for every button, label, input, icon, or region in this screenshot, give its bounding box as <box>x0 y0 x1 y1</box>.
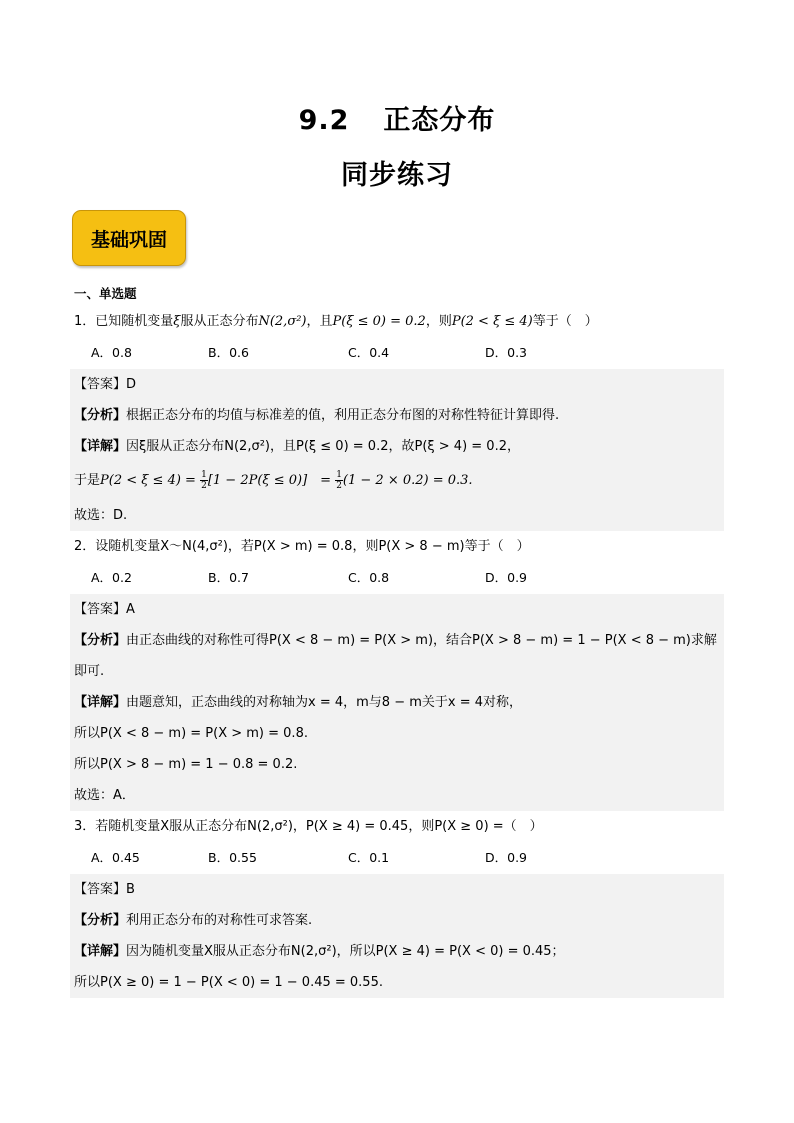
q2-answer: 【答案】A <box>74 602 135 617</box>
q1-detail-2 <box>70 462 724 500</box>
q1-analysis-text: 根据正态分布的均值与标准差的值，利用正态分布图的对称性特征计算即得. <box>126 408 560 423</box>
q1-option-c: C．0.4 <box>348 345 390 360</box>
topic-title: 正态分布 <box>383 105 496 136</box>
q3-analysis-tag: 【分析】 <box>74 913 127 928</box>
q3-option-c: C．0.1 <box>348 850 390 865</box>
q3-option-d: D．0.9 <box>485 850 528 865</box>
q1-condition: P(ξ ≤ 0) = 0.2 <box>332 314 426 329</box>
fraction-one-half <box>200 470 208 491</box>
q3-detail-tag: 【详解】 <box>74 944 127 959</box>
q1-variable: ξ <box>173 314 181 329</box>
q2-detail-tag: 【详解】 <box>74 695 127 710</box>
q2-option-a: A．0.2 <box>91 570 132 585</box>
q1-stem-mid: 服从正态分布 <box>180 314 259 329</box>
q2-detail-2: 所以P(X < 8 − m) = P(X > m) = 0.8. <box>74 726 308 741</box>
q3-answer: 【答案】B <box>74 882 135 897</box>
question-3-stem: 3．若随机变量X服从正态分布N(2,σ²)，P(X ≥ 4) = 0.45，则P(X ≥ 0) =（ ） <box>74 819 543 834</box>
q2-analysis <box>70 625 724 687</box>
q1-detail-2-c: (1 − 2 × 0.2) = 0.3. <box>342 473 473 488</box>
question-1-options <box>70 337 724 369</box>
q2-analysis-tag: 【分析】 <box>74 633 127 648</box>
q1-analysis-tag: 【分析】 <box>74 408 127 423</box>
q2-option-c: C．0.8 <box>348 570 390 585</box>
section-number: 9.2 <box>298 105 350 136</box>
q3-analysis <box>70 905 724 936</box>
fraction-numerator: 1 <box>201 470 207 480</box>
q1-detail-tag: 【详解】 <box>74 439 127 454</box>
q1-analysis <box>70 400 724 431</box>
q3-analysis-text: 利用正态分布的对称性可求答案. <box>126 913 313 928</box>
q1-detail-2-a: P(2 < ξ ≤ 4) = <box>100 473 201 488</box>
fraction-denominator-2: 2 <box>336 481 342 491</box>
fraction-numerator-2: 1 <box>336 470 342 480</box>
q3-detail-1-text: 因为随机变量X服从正态分布N(2,σ²)，所以P(X ≥ 4) = P(X < 0) = 0.45； <box>126 944 565 959</box>
q1-option-d: D．0.3 <box>485 345 528 360</box>
question-2-options <box>70 562 724 594</box>
q2-option-b: B．0.7 <box>208 570 249 585</box>
q3-option-b: B．0.55 <box>208 850 257 865</box>
fraction-one-half-2 <box>335 470 343 491</box>
q1-stem-mid2: ，且 <box>306 314 333 329</box>
q1-distribution: N(2,σ²) <box>258 314 307 329</box>
q2-option-d: D．0.9 <box>485 570 528 585</box>
q1-detail-2-b: [1 − 2P(ξ ≤ 0)] = <box>207 473 336 488</box>
q3-detail-2: 所以P(X ≥ 0) = 1 − P(X < 0) = 1 − 0.45 = 0.55. <box>74 975 383 990</box>
q2-detail-1 <box>70 687 724 718</box>
q1-stem-suffix: 等于（ ） <box>532 314 598 329</box>
q1-answer: 【答案】D <box>74 377 137 392</box>
question-1-stem <box>70 306 724 337</box>
section-heading: 一、单选题 <box>74 286 137 301</box>
question-3-options <box>70 842 724 874</box>
q1-option-b: B．0.6 <box>208 345 249 360</box>
q1-detail-2-prefix: 于是 <box>74 473 101 488</box>
question-2-stem: 2．设随机变量X～N(4,σ²)，若P(X > m) = 0.8，则P(X > 8 − m)等于（ ） <box>74 539 530 554</box>
page-subtitle: 同步练习 <box>341 160 453 191</box>
level-badge: 基础巩固 <box>72 210 186 266</box>
question-1-solution <box>70 369 724 531</box>
q3-detail-1 <box>70 936 724 967</box>
fraction-denominator: 2 <box>201 481 207 491</box>
q1-stem-prefix: 1．已知随机变量 <box>74 314 174 329</box>
q3-option-a: A．0.45 <box>91 850 140 865</box>
q1-detail-1 <box>70 431 724 462</box>
q1-option-a: A．0.8 <box>91 345 132 360</box>
q1-detail-1-text: 因ξ服从正态分布N(2,σ²)，且P(ξ ≤ 0) = 0.2，故P(ξ > 4) = 0.2， <box>126 439 520 454</box>
q2-detail-3: 所以P(X > 8 − m) = 1 − 0.8 = 0.2. <box>74 757 298 772</box>
page-title <box>0 98 794 137</box>
question-3-solution <box>70 874 724 998</box>
q1-target-prob: P(2 < ξ ≤ 4) <box>451 314 533 329</box>
question-2-solution <box>70 594 724 811</box>
q1-conclusion: 故选：D. <box>74 508 128 523</box>
q2-analysis-text: 由正态曲线的对称性可得P(X < 8 − m) = P(X > m)，结合P(X > 8 − m) = 1 − P(X < 8 − m)求解即可. <box>74 633 717 679</box>
q2-conclusion: 故选：A． <box>74 788 135 803</box>
q2-detail-1-text: 由题意知，正态曲线的对称轴为x = 4，m与8 − m关于x = 4对称， <box>126 695 523 710</box>
q1-stem-mid3: ，则 <box>425 314 452 329</box>
exercise-content <box>70 284 724 998</box>
